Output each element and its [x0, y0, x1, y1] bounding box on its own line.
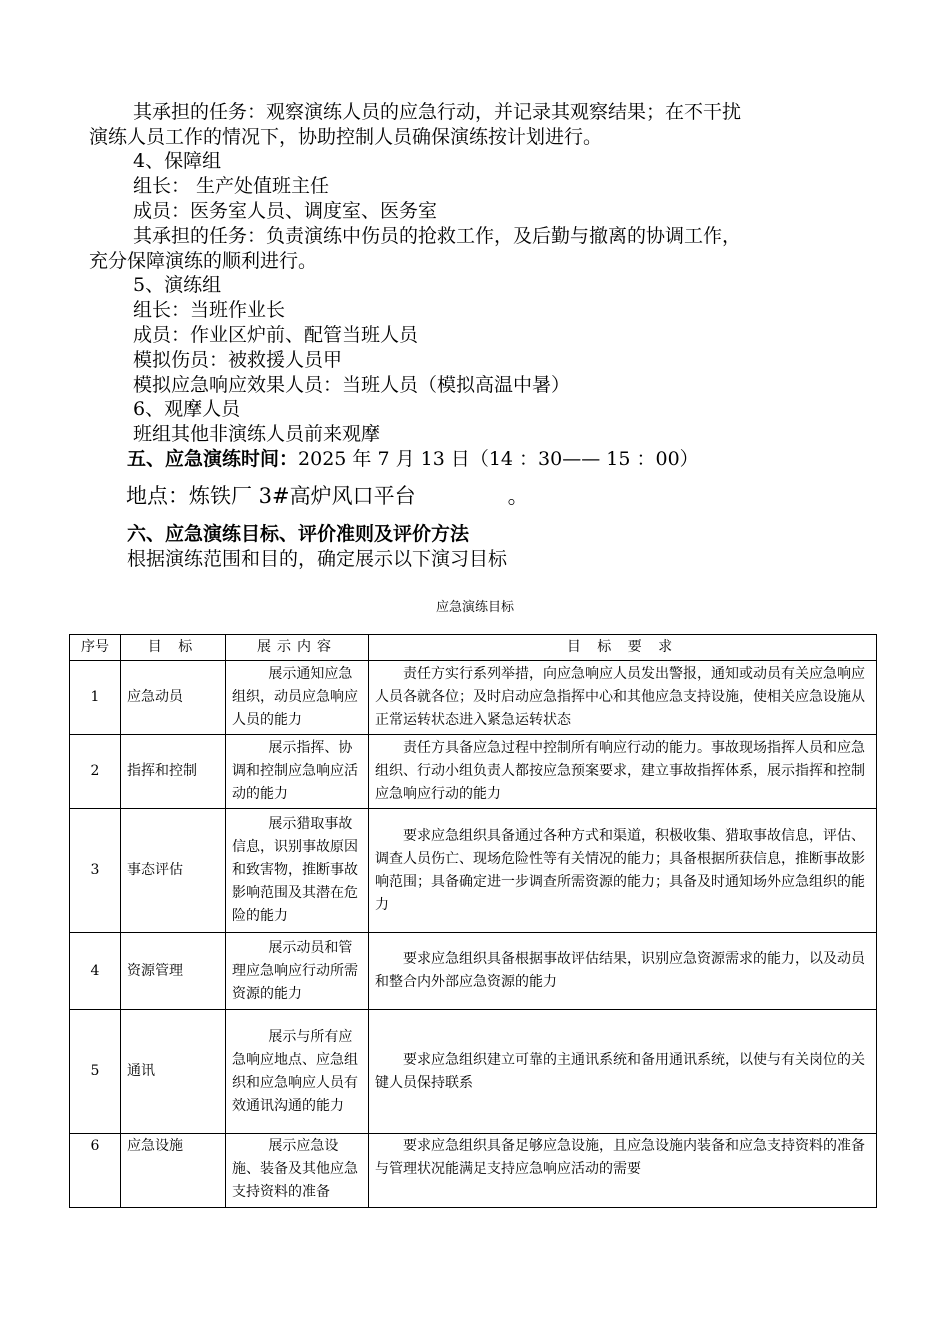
row-show: 展示通知应急组织，动员应急响应人员的能力	[226, 661, 369, 735]
row-show: 展示与所有应急响应地点、应急组织和应急响应人员有效通讯沟通的能力	[226, 1010, 369, 1134]
header-requirement: 目 标 要 求	[369, 635, 877, 661]
row-goal: 通讯	[121, 1010, 226, 1134]
row-index: 4	[70, 933, 121, 1010]
row-requirement: 责任方具备应急过程中控制所有响应行动的能力。事故现场指挥人员和应急组织、行动小组负责人都按应急预案要求，建立事故指挥体系，展示指挥和控制应急响应行动的能力	[369, 735, 877, 809]
table-row	[70, 735, 877, 809]
drill-group-members: 成员：作业区炉前、配管当班人员	[133, 324, 419, 346]
paragraph-observer-task: 其承担的任务：观察演练人员的应急行动，并记录其观察结果；在不干扰	[133, 101, 742, 123]
heading-drill-group: 5、演练组	[133, 274, 222, 296]
drill-goals-table	[69, 634, 877, 1208]
table-row	[70, 933, 877, 1010]
row-index: 3	[70, 809, 121, 933]
paragraph-support-task-cont: 充分保障演练的顺利进行。	[89, 250, 318, 272]
header-goal: 目 标	[121, 635, 226, 661]
table-row	[70, 661, 877, 735]
row-requirement: 要求应急组织具备足够应急设施，且应急设施内装备和应急支持资料的准备与管理状况能满足支持应急响应活动的需要	[369, 1134, 877, 1208]
table-caption: 应急演练目标	[435, 600, 514, 615]
heading-support-group: 4、保障组	[133, 150, 222, 172]
section5-heading: 五、应急演练时间：	[127, 448, 299, 470]
row-index: 6	[70, 1134, 121, 1208]
drill-time: 2025 年 7 月 13 日（14 ：30—— 15 ：00）	[298, 448, 699, 470]
table-row	[70, 1010, 877, 1134]
location-value: 炼铁厂 3#高炉风口平台	[189, 484, 416, 508]
support-group-leader: 组长： 生产处值班主任	[133, 175, 330, 197]
drill-group-leader: 组长：当班作业长	[133, 299, 286, 321]
heading-observers: 6、观摩人员	[133, 398, 241, 420]
paragraph-observer-task-cont: 演练人员工作的情况下，协助控制人员确保演练按计划进行。	[89, 126, 603, 148]
section6-heading: 六、应急演练目标、评价准则及评价方法	[127, 523, 470, 545]
row-goal: 应急设施	[121, 1134, 226, 1208]
section5-line	[127, 447, 699, 471]
table-row	[70, 809, 877, 933]
section6-intro: 根据演练范围和目的，确定展示以下演习目标	[127, 548, 508, 570]
table-header-row	[70, 635, 877, 661]
row-index: 5	[70, 1010, 121, 1134]
location-end: 。	[507, 484, 529, 508]
row-requirement: 责任方实行系列举措，向应急响应人员发出警报，通知或动员有关应急响应人员各就各位；及时启动应急指挥中心和其他应急支持设施，使相关应急设施从正常运转状态进入紧急运转状态	[369, 661, 877, 735]
support-group-members: 成员：医务室人员、调度室、医务室	[133, 200, 438, 222]
row-requirement: 要求应急组织具备通过各种方式和渠道，积极收集、猎取事故信息，评估、调查人员伤亡、现场危险性等有关情况的能力；具备根据所获信息，推断事故影响范围；具备确定进一步调查所需资源的能力；具备及时通知场外应急组织的能力	[369, 809, 877, 933]
row-index: 1	[70, 661, 121, 735]
row-goal: 应急动员	[121, 661, 226, 735]
paragraph-support-task: 其承担的任务：负责演练中伤员的抢救工作，及后勤与撤离的协调工作，	[133, 225, 742, 247]
row-goal: 事态评估	[121, 809, 226, 933]
row-requirement: 要求应急组织建立可靠的主通讯系统和备用通讯系统，以使与有关岗位的关键人员保持联系	[369, 1010, 877, 1134]
row-show: 展示指挥、协调和控制应急响应活动的能力	[226, 735, 369, 809]
location-line	[126, 484, 529, 508]
row-show: 展示应急设施、装备及其他应急支持资料的准备	[226, 1134, 369, 1208]
table-row	[70, 1134, 877, 1208]
row-requirement: 要求应急组织具备根据事故评估结果，识别应急资源需求的能力，以及动员和整合内外部应急资源的能力	[369, 933, 877, 1010]
row-show: 展示猎取事故信息，识别事故原因和致害物，推断事故影响范围及其潜在危险的能力	[226, 809, 369, 933]
row-goal: 资源管理	[121, 933, 226, 1010]
header-show: 展示内容	[226, 635, 369, 661]
row-goal: 指挥和控制	[121, 735, 226, 809]
header-index: 序号	[70, 635, 121, 661]
simulated-response-staff: 模拟应急响应效果人员：当班人员（模拟高温中暑）	[133, 374, 571, 396]
row-index: 2	[70, 735, 121, 809]
simulated-casualty: 模拟伤员：被救援人员甲	[133, 349, 343, 371]
row-show: 展示动员和管理应急响应行动所需资源的能力	[226, 933, 369, 1010]
observers-text: 班组其他非演练人员前来观摩	[133, 423, 381, 445]
location-label: 地点：	[126, 484, 189, 508]
